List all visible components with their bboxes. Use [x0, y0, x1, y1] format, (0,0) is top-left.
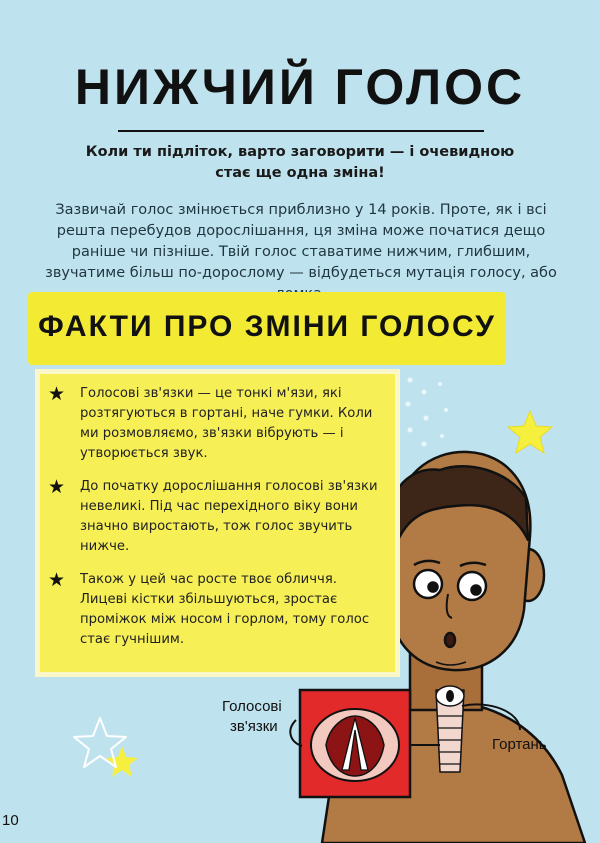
lead-text: Коли ти підліток, варто заговорити — і очевидною стає ще одна зміна! [85, 144, 515, 181]
fact-text: До початку дорослішання голосові зв'язки невеликі. Під час перехідного віку вони значно виростають, тож голос звучить нижче. [80, 479, 378, 554]
facts-title: ФАКТИ ПРО ЗМІНИ ГОЛОСУ [38, 310, 496, 343]
fact-item [42, 477, 387, 557]
larynx-label: Гортань [492, 736, 547, 753]
fact-text: Голосові зв'язки — це тонкі м'язи, які розтягуються в гортані, наче гумки. Коли ми розмовляємо, зв'язки вібрують — і утворюється звук. [80, 386, 373, 461]
facts-list [42, 384, 387, 663]
yellow-star-icon [508, 411, 552, 453]
vocal-cords-label-line1: Голосові [222, 698, 282, 715]
page-title: НИЖЧИЙ ГОЛОС [74, 59, 526, 115]
vocal-cords-inset [300, 690, 410, 797]
star-bullet-icon: ★ [48, 569, 66, 591]
page-number: 10 [2, 812, 19, 829]
fact-item [42, 384, 387, 464]
intro-paragraph: Зазвичай голос змінюється приблизно у 14 років. Проте, як і всі решта перебудов дорослішання, ця зміна може початися дещо раніше чи пізніше. Твій голос ставатиме нижчим, глибшим, звучатиме більш по-дорослому — відбудеться мутація голосу, або [45, 202, 557, 281]
fact-item [42, 570, 387, 650]
title-underline [118, 130, 484, 132]
star-bullet-icon: ★ [48, 383, 66, 405]
star-bullet-icon: ★ [48, 476, 66, 498]
fact-text: Також у цей час росте твоє обличчя. Лицеві кістки збільшуються, зростає проміжок між носом і горлом, тому голос стає гучнішим. [80, 572, 370, 647]
dots-decoration [406, 378, 449, 447]
vocal-cords-label-line2: зв'язки [230, 718, 278, 735]
